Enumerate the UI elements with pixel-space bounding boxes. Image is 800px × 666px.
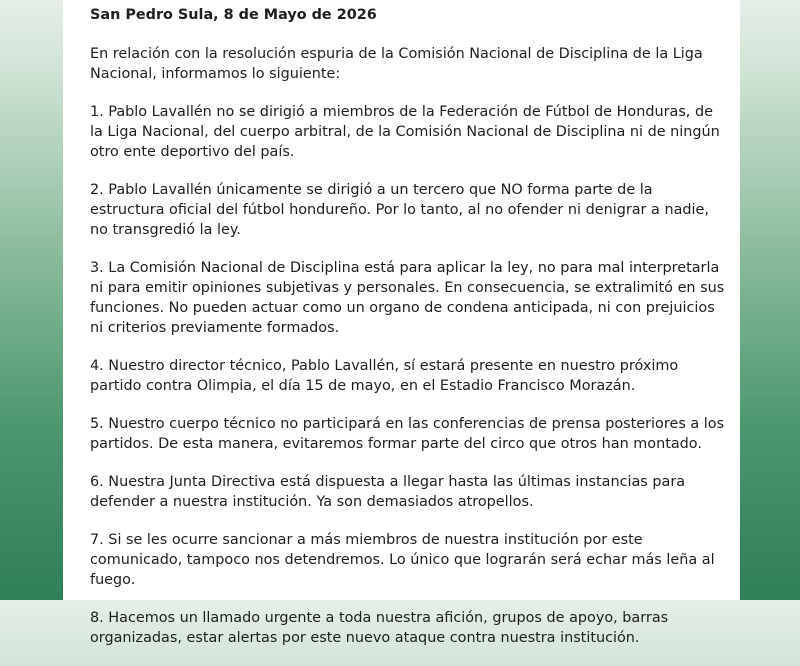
left-green-border	[0, 0, 63, 600]
intro-paragraph: En relación con la resolución espuria de la Comisión Nacional de Disciplina de la Liga Nacional, informamos lo siguiente:	[90, 46, 703, 82]
date-line: San Pedro Sula, 8 de Mayo de 2026	[90, 7, 377, 23]
right-green-border	[740, 0, 800, 600]
point-4: 4. Nuestro director técnico, Pablo Lavallén, sí estará presente en nuestro próximo partido contra Olimpia, el día 15 de mayo, en el Estadio Francisco Morazán.	[90, 358, 679, 394]
statement-content	[90, 5, 730, 666]
point-3: 3. La Comisión Nacional de Disciplina está para aplicar la ley, no para mal interpretarla ni para emitir opiniones subjetivas y personales. En consecuencia, se extralimitó en sus funciones. No pueden actuar como un organo de condena anticipada, ni con prejuicios ni criterios previamente formados.	[90, 260, 725, 336]
point-7: 7. Si se les ocurre sancionar a más miembros de nuestra institución por este comunicado, tampoco nos detendremos. Lo único que lograrán será echar más leña al fuego.	[90, 532, 715, 588]
point-6: 6. Nuestra Junta Directiva está dispuesta a llegar hasta las últimas instancias para defender a nuestra institución. Ya son demasiados atropellos.	[90, 474, 686, 510]
point-5: 5. Nuestro cuerpo técnico no participará en las conferencias de prensa posteriores a los partidos. De esta manera, evitaremos formar parte del circo que otros han montado.	[90, 416, 725, 452]
point-1: 1. Pablo Lavallén no se dirigió a miembros de la Federación de Fútbol de Honduras, de la Liga Nacional, del cuerpo arbitral, de la Comisión Nacional de Disciplina ni de ningún otro ente deportivo del país.	[90, 104, 720, 160]
point-2: 2. Pablo Lavallén únicamente se dirigió a un tercero que NO forma parte de la estructura oficial del fútbol hondureño. Por lo tanto, al no ofender ni denigrar a nadie, no transgredió la ley.	[90, 182, 709, 238]
point-8: 8. Hacemos un llamado urgente a toda nuestra afición, grupos de apoyo, barras organizadas, estar alertas por este nuevo ataque contra nuestra institución.	[90, 610, 669, 646]
statement-paper	[63, 0, 740, 646]
